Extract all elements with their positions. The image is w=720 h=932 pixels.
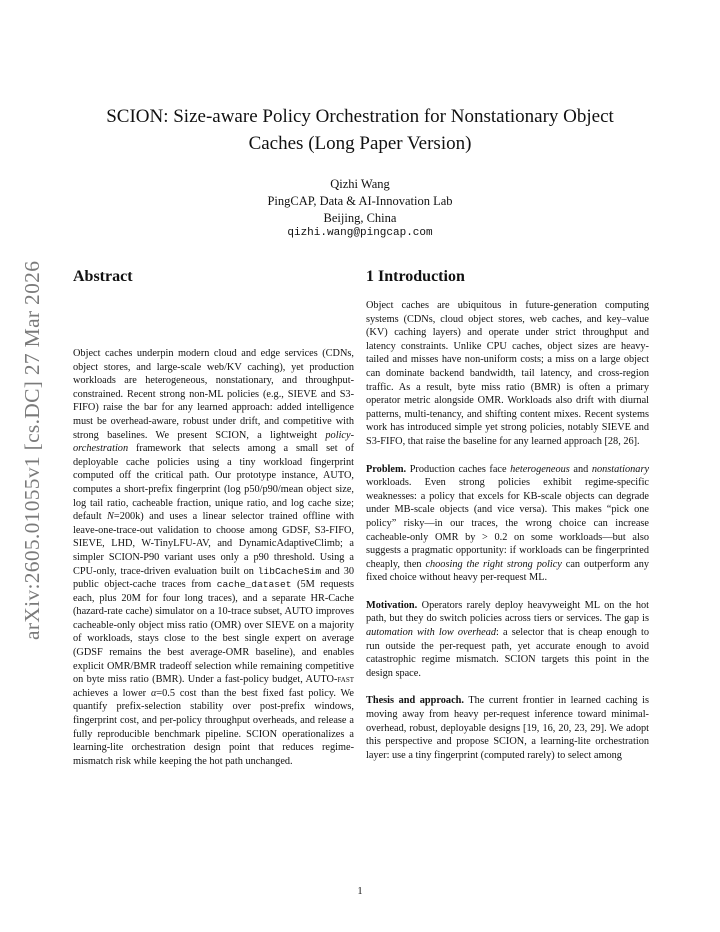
abstract-var-alpha: α [150, 687, 157, 699]
motivation-text-b: : a selector that is cheap enough to run outside the per-request path, yet accurate enough to avoid catastrophic regime mismatch. SCION targets this point in the design space. [366, 627, 649, 679]
author-name: Qizhi Wang [330, 177, 390, 191]
author-location: Beijing, China [323, 211, 397, 225]
abstract-code-libcachesim: libCacheSim [257, 565, 322, 577]
intro-paragraph-1: Object caches are ubiquitous in future-generation computing systems (CDNs, cloud object stores, web caches, and key–value (KV) caching layers) and operate under strict throughput and latency constraints. Unlike CPU caches, object sizes are heavy-tailed and misses have non-uniform costs; a miss on a large object can dominate backend bandwidth, tail latency, and cross-region traffic. As a result, byte miss ratio (BMR) is often a primary operator metric alongside OMR. Workloads also drift with diurnal patterns, multi-tenancy, and shifting content mixes. Recent systems work has introduced simple yet strong policies, notably SIEVE and S3-FIFO, that raise the baseline for any learned approach [28, 26]. [366, 300, 649, 447]
intro-paragraph-thesis [366, 694, 649, 762]
arxiv-id-text: arXiv:2605.01055v1 [cs.DC] 27 Mar 2026 [20, 260, 44, 640]
abstract-smallcaps-fast: fast [337, 674, 354, 686]
page-number: 1 [357, 886, 363, 897]
abstract-text-2: framework that selects among a small set of deployable cache policies using a tiny workload fingerprint computed off the critical path. Our prototype instance, AUTO, computes a short-prefix fingerprint (log p50/p90/mean object size, log tail ratio, cacheable fraction, unique ratio, and log cache size; default [73, 443, 355, 523]
abstract-code-cache-dataset: cache_dataset [216, 579, 292, 591]
introduction-body [366, 299, 649, 762]
author-affiliation: PingCAP, Data & AI-Innovation Lab [267, 194, 453, 208]
title-line-1: SCION: Size-aware Policy Orchestration for Nonstationary Object [106, 106, 614, 127]
title-line-2: Caches (Long Paper Version) [248, 133, 472, 154]
problem-emph-nonstationary: nonstationary [591, 463, 650, 475]
problem-text-d: can outperform any fixed choice without heavy per-request ML. [366, 558, 649, 584]
problem-emph-choosing: choosing the right strong policy [425, 558, 562, 570]
abstract-text-7: =0.5 cost than the best fixed fast policy. We quantify prefix-selection stability over post-prefix windows, fingerprint cost, and per-policy throughput overheads, and release a fully reproducible benchmark pipeline. SCION operationalizes a learning-lite orchestration design point that reduces regime-mismatch risk while keeping the hot path unchanged. [73, 687, 355, 767]
abstract-var-n: N [107, 511, 114, 523]
problem-text-b: and [573, 463, 589, 475]
introduction-heading: 1 Introduction [366, 268, 465, 285]
author-email: qizhi.wang@pingcap.com [287, 227, 433, 239]
thesis-text: The current frontier in learned caching is moving away from heavy per-request inference toward minimal-overhead, robust, deployable designs [19, 16, 20, 23, 29]. We adopt this perspective and propose SCION, a learning-lite orchestration layer: use a tiny fingerprint (computed rarely) to select among [366, 695, 649, 761]
abstract-heading: Abstract [73, 268, 133, 285]
motivation-text-a: Operators rarely deploy heavyweight ML on the hot path, but they do switch policies across tiers or services. The gap is [366, 599, 650, 625]
abstract-text-5: (5M requests each, plus 20M for four long traces), and a separate HR-Cache (hazard-rate cache) simulator on a 10-trace subset, AUTO improves cacheable-only object miss ratio (OMR) over SIEVE on a majority of workloads, stays close to the best single expert on average (GDSF remains the best average-OMR baseline), and enables explicit OMR/BMR tradeoff selection while remaining competitive on byte miss ratio (BMR). Under a fast-policy budget, AUTO- [73, 579, 354, 686]
abstract-emph-policy-orchestration: policy-orchestration [73, 429, 354, 455]
abstract-text-6: achieves a lower [73, 687, 147, 699]
problem-text-c: workloads. Even strong policies exhibit regime-specific weaknesses: a policy that excels for KB-scale objects can degrade under MB-scale objects (and vice versa). This makes “pick one policy” risky—in our traces, the wrong choice can increase cacheable-only OMR by > 0.2 on some workloads—but also suggests a pragmatic opportunity: if workloads can be fingerprinted cheaply, then [366, 477, 649, 570]
problem-text-a: Production caches face [409, 463, 507, 475]
problem-emph-heterogeneous: heterogeneous [510, 463, 570, 475]
paper-title [60, 103, 660, 157]
intro-paragraph-motivation [366, 599, 649, 681]
abstract-text-3: =200k) and uses a linear selector trained offline with leave-one-trace-out validation to choose among GDSF, S3-FIFO, SIEVE, LHD, W-TinyLFU-AV, and DynamicAdaptiveClimb; a simpler SCION-P90 variant uses only a p90 threshold. Using a CPU-only, trace-driven evaluation built on [73, 511, 354, 577]
arxiv-identifier-sidebar [14, 260, 54, 660]
abstract-body [73, 347, 354, 768]
motivation-emph: automation with low overhead [366, 627, 497, 639]
abstract-paragraph [73, 347, 354, 768]
motivation-label: Motivation. [366, 599, 418, 611]
abstract-text-4: and 30 public object-cache traces from [73, 565, 354, 591]
problem-label: Problem. [366, 463, 407, 475]
intro-paragraph-problem [366, 463, 649, 585]
abstract-text-1: Object caches underpin modern cloud and edge services (CDNs, object stores, and large-scale web/KV caching), yet production workloads are heterogeneous, nonstationary, and throughput-constrained. Recent strong non-ML policies (e.g., SIEVE and S3-FIFO) raise the bar for any learned approach: added intelligence must be overhead-aware, robust under drift, and competitive with strong baselines. We present SCION, a lightweight [73, 348, 354, 441]
thesis-label: Thesis and approach. [366, 695, 464, 707]
